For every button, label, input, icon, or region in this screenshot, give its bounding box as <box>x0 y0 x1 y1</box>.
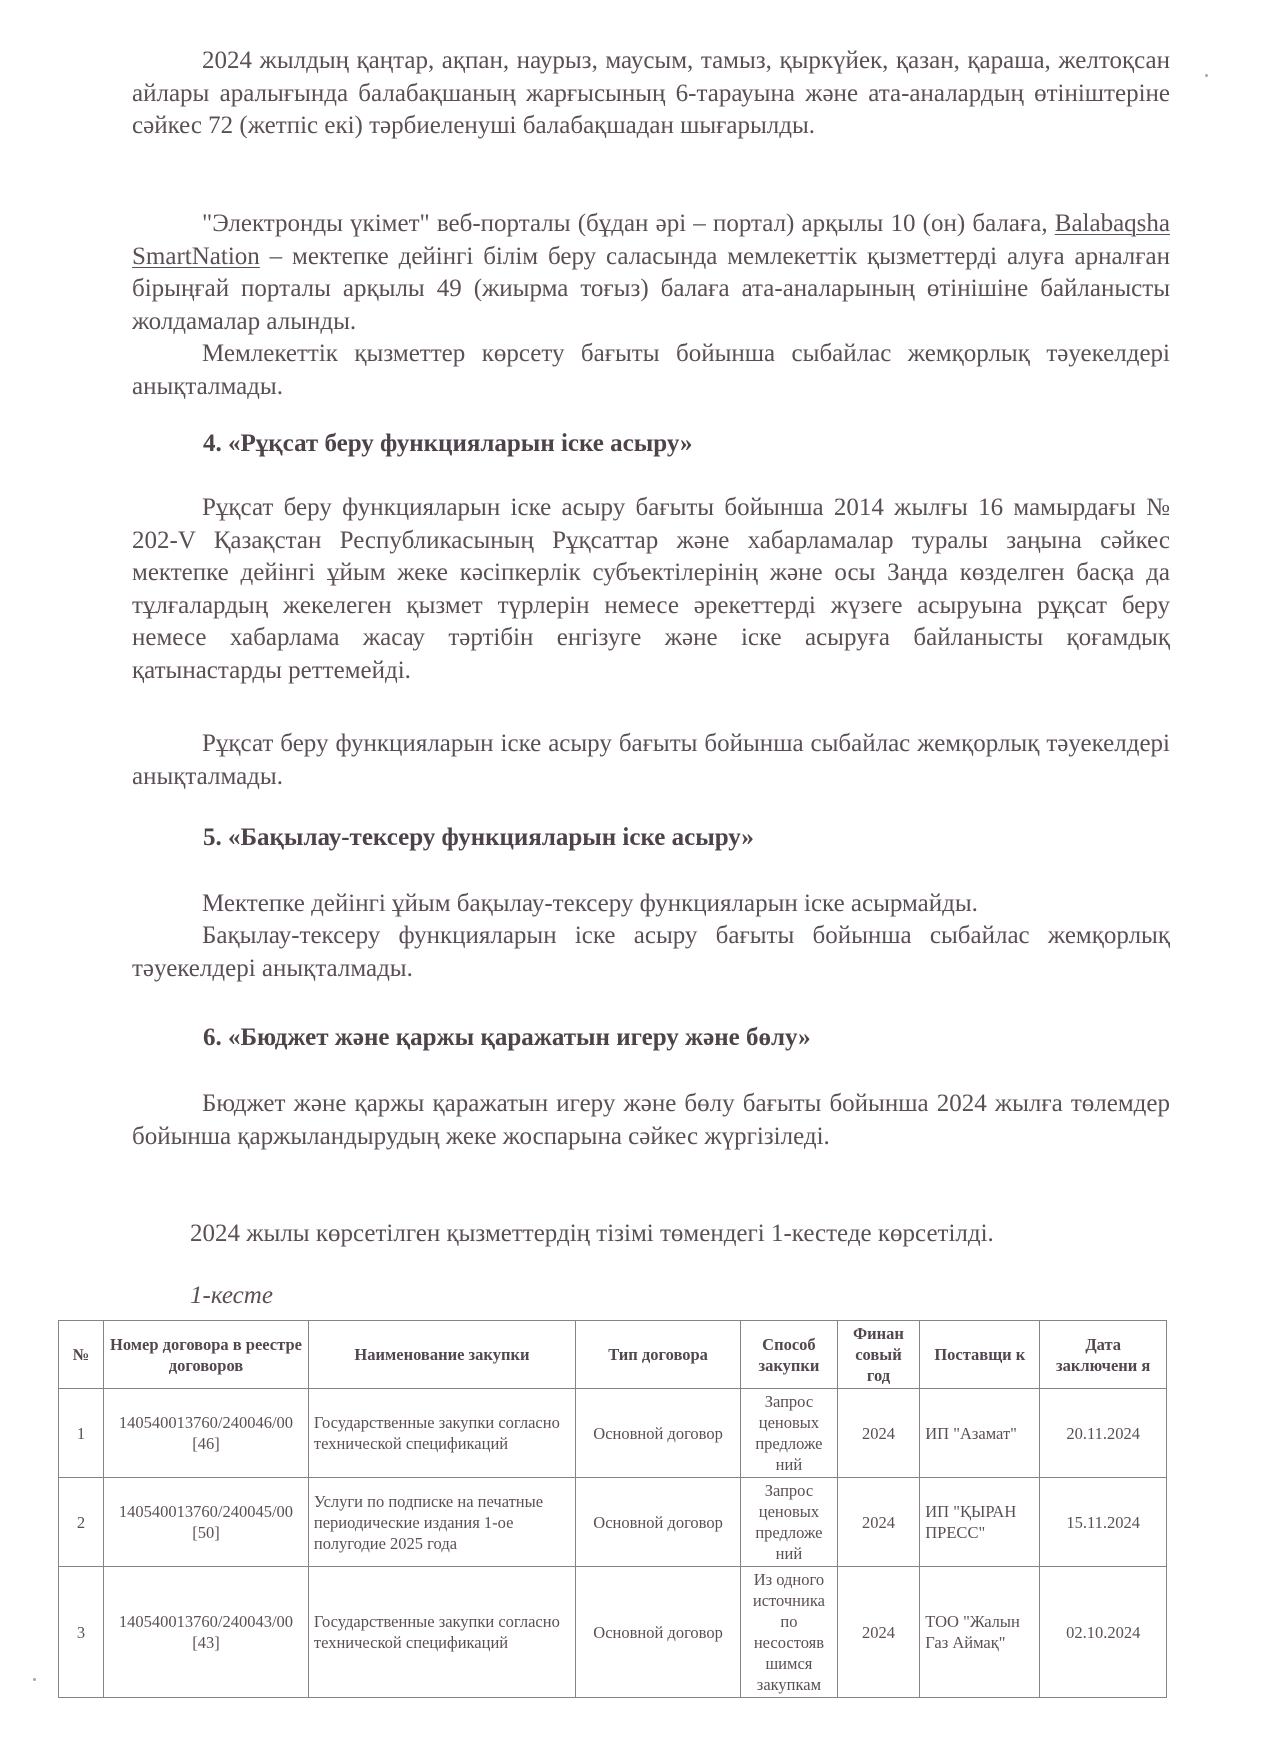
cell-number: 3 <box>59 1567 104 1698</box>
cell-financial-year: 2024 <box>837 1567 920 1698</box>
scan-speck <box>1205 74 1208 77</box>
cell-contract-type: Основной договор <box>575 1567 740 1698</box>
section-4-heading: 4. «Рұқсат беру функцияларын іске асыру» <box>203 430 693 457</box>
section-6-paragraph-2: 2024 жылы көрсетілген қызметтердің тізімі төмендегі 1-кестеде көрсетілді. <box>190 1220 994 1247</box>
table-header-row <box>59 1321 1167 1389</box>
cell-supplier: ИП "Азамат" <box>920 1389 1040 1478</box>
table-caption: 1-кесте <box>190 1282 273 1309</box>
header-supplier: Поставщи к <box>920 1321 1040 1389</box>
header-procurement-name: Наименование закупки <box>308 1321 575 1389</box>
cell-procurement-name: Государственные закупки согласно технической спецификаций <box>308 1567 575 1698</box>
table-row <box>59 1567 1167 1698</box>
cell-procurement-method: Запрос ценовых предложе ний <box>741 1478 838 1567</box>
header-financial-year: Финан совый год <box>837 1321 920 1389</box>
header-conclusion-date: Дата заключени я <box>1040 1321 1167 1389</box>
section-6-heading: 6. «Бюджет және қаржы қаражатын игеру және бөлу» <box>203 1024 811 1051</box>
cell-contract-number: 140540013760/240046/00 [46] <box>104 1389 309 1478</box>
header-contract-number: Номер договора в реестре договоров <box>104 1321 309 1389</box>
cell-financial-year: 2024 <box>837 1389 920 1478</box>
section-4-paragraph-2: Рұқсат беру функцияларын іске асыру бағыты бойынша сыбайлас жемқорлық тәуекелдері анықталмады. <box>132 730 1170 790</box>
paragraph-portal-text-before: "Электронды үкімет" веб-порталы (бұдан әрі – портал) арқылы 10 (он) балаға, <box>202 210 1055 237</box>
cell-supplier: ИП "ҚЫРАН ПРЕСС" <box>920 1478 1040 1567</box>
cell-supplier: ТОО "Жалын Газ Аймақ" <box>920 1567 1040 1698</box>
section-5-paragraph-1: Мектепке дейінгі ұйым бақылау-тексеру функцияларын іске асырмайды. <box>202 890 978 917</box>
cell-procurement-method: Запрос ценовых предложе ний <box>741 1389 838 1478</box>
cell-number: 1 <box>59 1389 104 1478</box>
cell-financial-year: 2024 <box>837 1478 920 1567</box>
scan-speck <box>33 1678 36 1681</box>
section-6-paragraph-1: Бюджет және қаржы қаражатын игеру және бөлу бағыты бойынша 2024 жылға төлемдер бойынша қаржыландырудың жеке жоспарына сәйкес жүргізіледі. <box>132 1090 1170 1150</box>
section-5-heading: 5. «Бақылау-тексеру функцияларын іске асыру» <box>203 824 754 851</box>
cell-conclusion-date: 20.11.2024 <box>1040 1389 1167 1478</box>
header-number: № <box>59 1321 104 1389</box>
cell-contract-type: Основной договор <box>575 1478 740 1567</box>
cell-procurement-method: Из одного источника по несостояв шимся закупкам <box>741 1567 838 1698</box>
balabaqsha-smartnation-link[interactable]: Balabaqsha SmartNation <box>132 210 1170 270</box>
cell-contract-type: Основной договор <box>575 1389 740 1478</box>
cell-procurement-name: Услуги по подписке на печатные периодические издания 1-ое полугодие 2025 года <box>308 1478 575 1567</box>
paragraph-public-services-risks: Мемлекеттік қызметтер көрсету бағыты бойынша сыбайлас жемқорлық тәуекелдері анықталмады. <box>132 340 1170 400</box>
header-contract-type: Тип договора <box>575 1321 740 1389</box>
cell-contract-number: 140540013760/240043/00 [43] <box>104 1567 309 1698</box>
cell-contract-number: 140540013760/240045/00 [50] <box>104 1478 309 1567</box>
contracts-table <box>58 1320 1167 1698</box>
paragraph-portal-referrals <box>132 208 1170 338</box>
table-row <box>59 1478 1167 1567</box>
cell-conclusion-date: 02.10.2024 <box>1040 1567 1167 1698</box>
cell-procurement-name: Государственные закупки согласно технической спецификаций <box>308 1389 575 1478</box>
section-4-paragraph-1: Рұқсат беру функцияларын іске асыру бағыты бойынша 2014 жылғы 16 мамырдағы № 202-V Қазақстан Республикасының Рұқсаттар және хабарламалар туралы заңына сәйкес мектепке дейінгі ұйым жеке кәсіпкерлік субъектілерінің және осы Заңда көзделген басқа да тұлғалардың жекелеген қызмет түрлерін немесе әрекеттерді жүзеге асыруына рұқсат беру немесе хабарлама жасау тәртібін енгізуге және іске асыруға байланысты қоғамдық қатынастарды реттемейді. <box>132 494 1170 684</box>
paragraph-expulsions: 2024 жылдың қаңтар, ақпан, наурыз, маусым, тамыз, қыркүйек, қазан, қараша, желтоқсан айлары аралығында балабақшаның жарғысының 6-тарауына және ата-аналардың өтініштеріне сәйкес 72 (жетпіс екі) тәрбиеленуші балабақшадан шығарылды. <box>132 47 1170 139</box>
table-row <box>59 1389 1167 1478</box>
cell-number: 2 <box>59 1478 104 1567</box>
section-5-paragraph-2: Бақылау-тексеру функцияларын іске асыру бағыты бойынша сыбайлас жемқорлық тәуекелдері анықталмады. <box>132 922 1170 982</box>
cell-conclusion-date: 15.11.2024 <box>1040 1478 1167 1567</box>
paragraph-portal-text-after: – мектепке дейінгі білім беру саласында мемлекеттік қызметтерді алуға арналған бірыңғай порталы арқылы 49 (жиырма тоғыз) балаға ата-аналарының өтінішіне байланысты жолдамалар алынды. <box>132 242 1170 335</box>
header-procurement-method: Способ закупки <box>741 1321 838 1389</box>
